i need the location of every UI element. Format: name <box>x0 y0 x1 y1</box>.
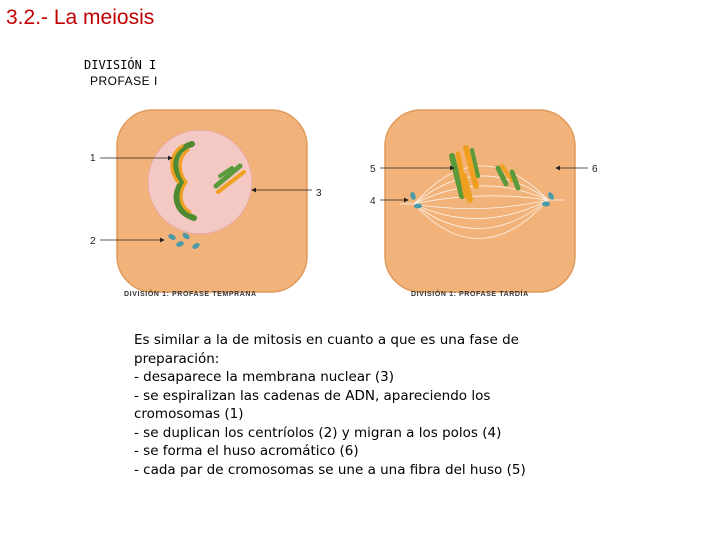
svg-text:6: 6 <box>592 164 598 175</box>
description-text <box>134 331 574 479</box>
svg-text:2: 2 <box>90 236 96 247</box>
division-label: DIVISIÓN I <box>84 58 157 72</box>
svg-text:4: 4 <box>370 196 376 207</box>
description-line: - se duplican los centríolos (2) y migran a los polos (4) <box>134 424 502 441</box>
early-prophase-cell <box>117 110 307 292</box>
svg-text:3: 3 <box>316 188 322 199</box>
nucleus <box>148 130 252 234</box>
description-line: preparación: <box>134 350 220 367</box>
svg-text:5: 5 <box>370 164 376 175</box>
svg-text:1: 1 <box>90 153 96 164</box>
description-line: cromosomas (1) <box>134 406 244 422</box>
late-prophase-cell <box>385 110 575 292</box>
slide-title: 3.2.- La meiosis <box>6 6 155 29</box>
description-line: - desaparece la membrana nuclear (3) <box>134 369 395 385</box>
description-line: - cada par de cromosomas se une a una fibra del huso (5) <box>134 461 526 478</box>
description-line: - se espiralizan las cadenas de ADN, apareciendo los <box>134 387 491 404</box>
phase-label: PROFASE I <box>90 74 158 88</box>
left-caption: DIVISIÓN 1: PROFASE TEMPRANA <box>124 291 257 298</box>
description-line: Es similar a la de mitosis en cuanto a que es una fase de <box>134 332 519 348</box>
right-caption: DIVISIÓN 1: PROFASE TARDÍA <box>411 291 529 298</box>
description-line: - se forma el huso acromático (6) <box>134 443 359 459</box>
